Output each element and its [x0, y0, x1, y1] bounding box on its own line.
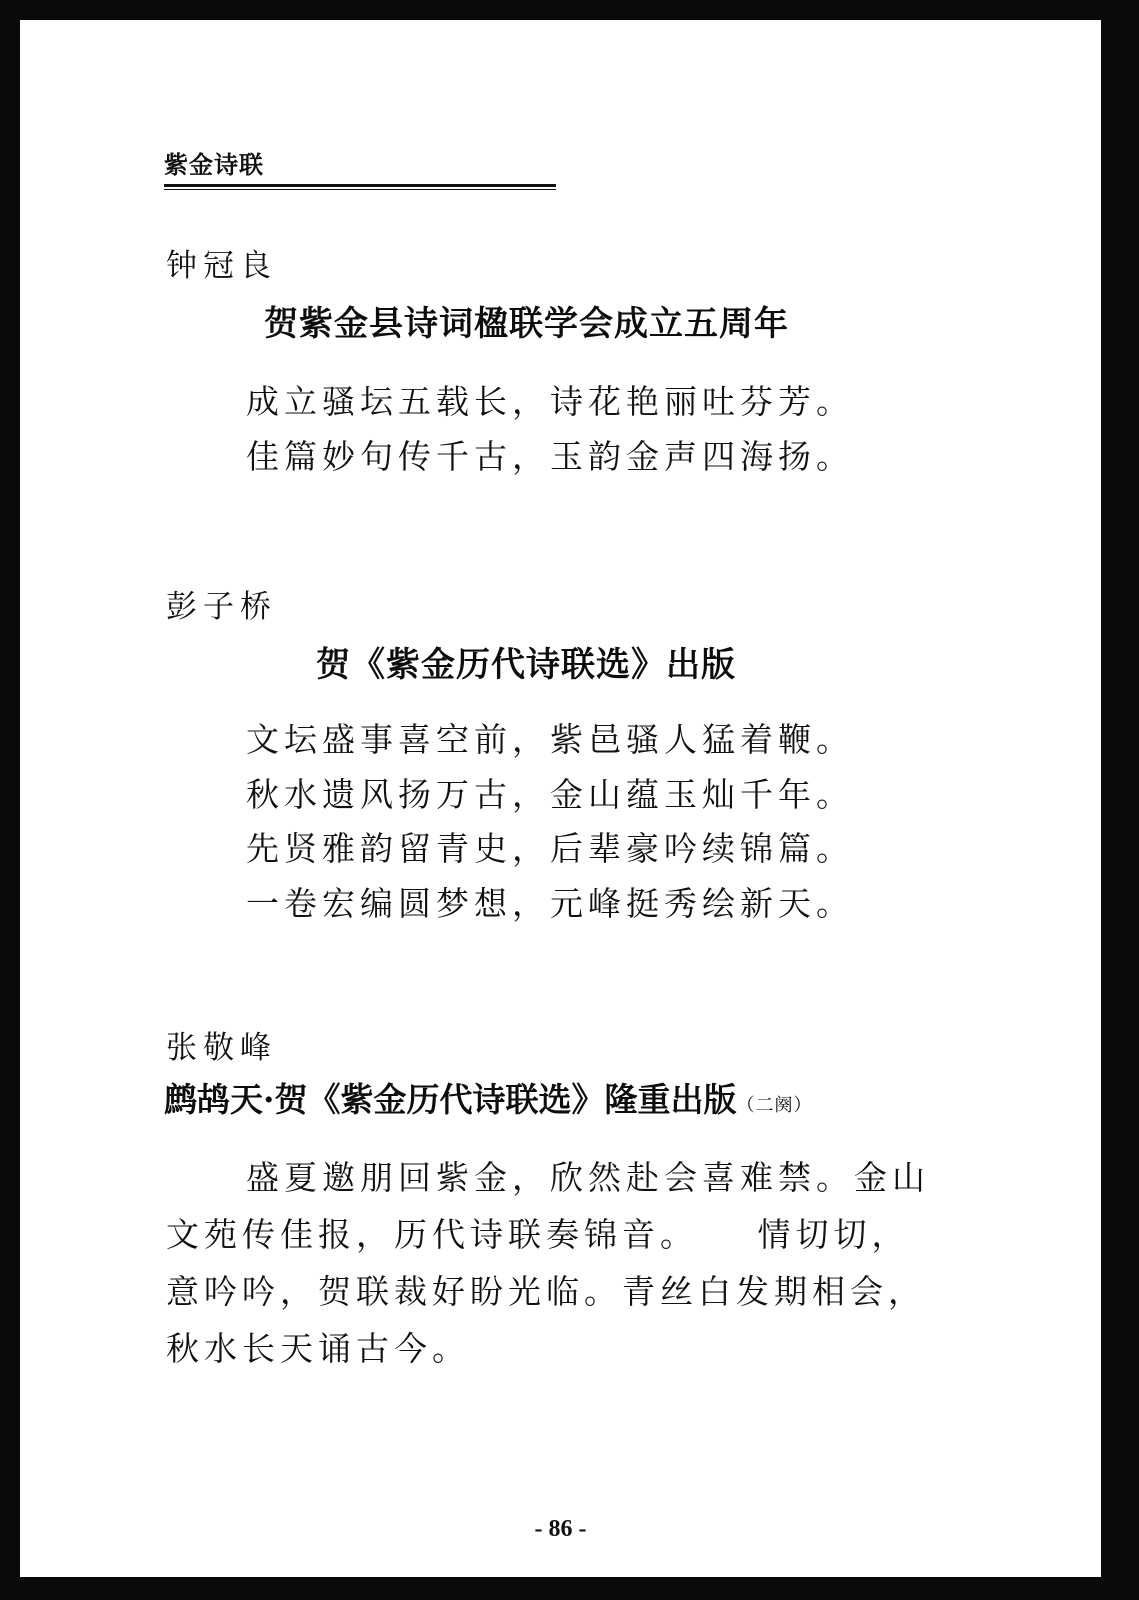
page-number: - 86 - [534, 1516, 587, 1542]
poem-author: 张敬峰 [166, 1030, 277, 1066]
poem-author: 钟冠良 [166, 248, 277, 284]
book-page [20, 20, 1101, 1577]
poem-line: 一卷宏编圆梦想，元峰挺秀绘新天。 [246, 884, 854, 923]
poem-line: 文苑传佳报，历代诗联奏锦音。 情切切， [166, 1215, 910, 1254]
poem-line: 盛夏邀朋回紫金，欣然赴会喜难禁。金山 [246, 1158, 930, 1197]
poem-line: 先贤雅韵留青史，后辈豪吟续锦篇。 [246, 829, 854, 868]
header-rule-thick [164, 184, 556, 187]
section-title: 紫金诗联 [164, 151, 264, 179]
poem-line: 秋水遗风扬万古，金山蕴玉灿千年。 [246, 775, 854, 814]
poem-title: 贺《紫金历代诗联选》出版 [316, 645, 736, 685]
poem-line: 成立骚坛五载长，诗花艳丽吐芬芳。 [246, 382, 854, 421]
poem-author: 彭子桥 [166, 589, 277, 625]
poem-line: 佳篇妙句传千古，玉韵金声四海扬。 [246, 437, 854, 476]
section-header [164, 150, 556, 190]
poem-line: 秋水长天诵古今。 [166, 1329, 470, 1368]
poem-title: 贺紫金县诗词楹联学会成立五周年 [264, 304, 789, 344]
poem-title [164, 1078, 813, 1128]
header-rule-thin [164, 189, 556, 190]
poem-title-note: （二阕） [736, 1095, 813, 1116]
poem-title-text: 鹧鸪天·贺《紫金历代诗联选》隆重出版 [164, 1080, 737, 1119]
poem-line: 意吟吟，贺联裁好盼光临。青丝白发期相会， [166, 1272, 926, 1311]
poem-line: 文坛盛事喜空前，紫邑骚人猛着鞭。 [246, 720, 854, 759]
